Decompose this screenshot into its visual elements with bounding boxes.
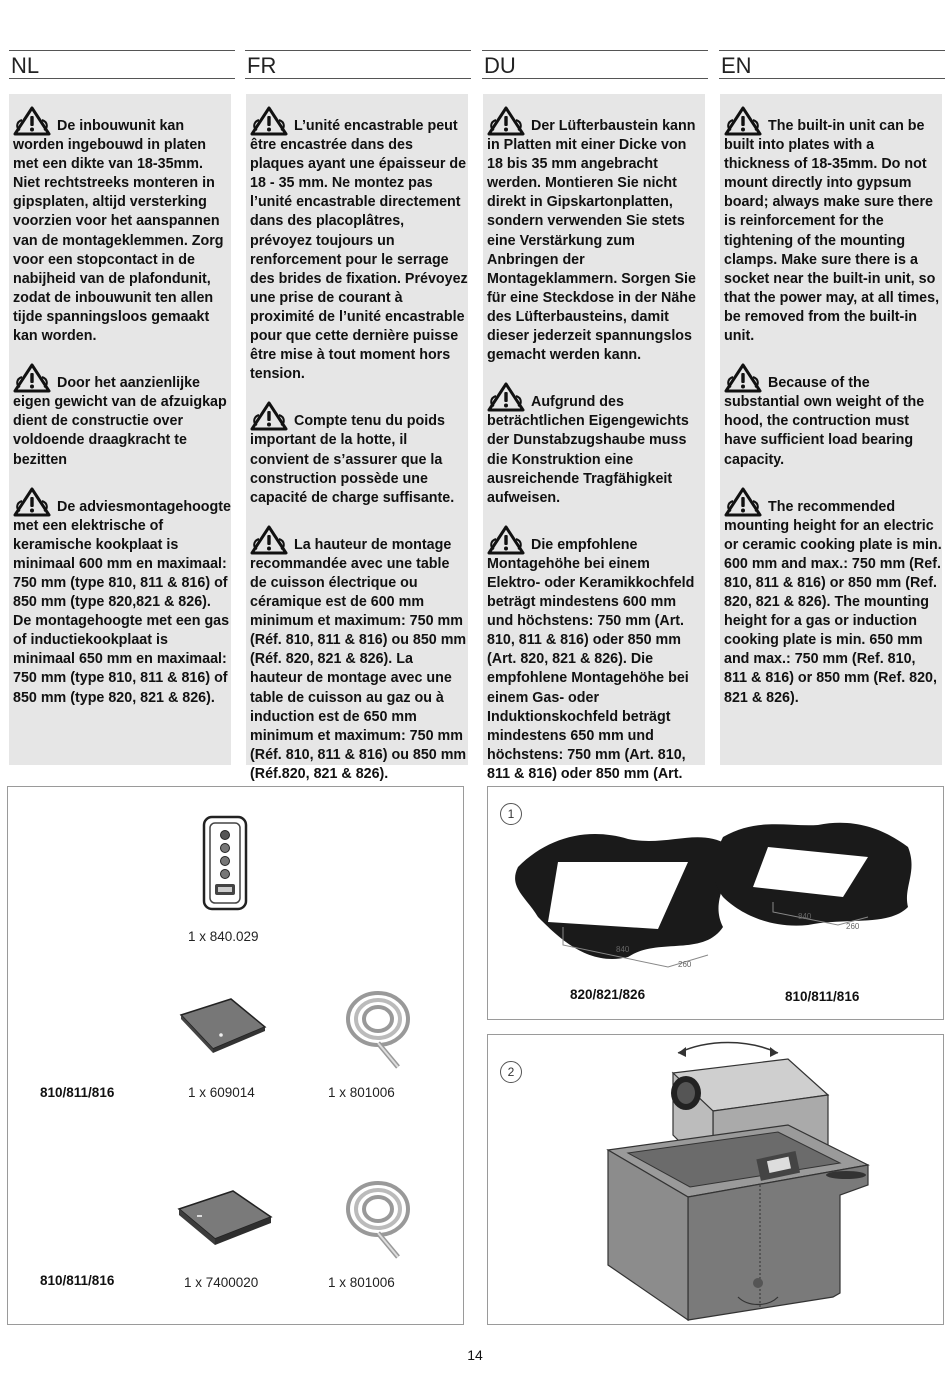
warning-icon xyxy=(487,382,525,412)
dim-label-b: 260 xyxy=(678,960,692,969)
warning-paragraph: Die empfohlene Montagehöhe bei einem Elektro- oder Keramikkochfeld beträgt mindestens 600 mm und höchstens: 750 mm (Art. 810, 811 & 816) oder 850 mm (Art. 820, 821 & 826). Die empfohlene Montagehöhe bei einem Gas- oder Induktionskochfeld beträgt mindestens 650 mm und höchstens: 750 mm (Art. 810, 811 & 816) oder 850 mm (Art. xyxy=(487,525,705,803)
warning-icon xyxy=(724,106,762,136)
warning-paragraph: De inbouwunit kan worden ingebouwd in platen met een dikte van 18-35mm. Niet rechtstreeks monteren in gipsplaten, altijd versterking voorzien voor het aanspannen van de montageklemmen. Zorg voor een stopcontact in de nabijheid van de plafondunit, zodat de inbouwunit ten allen tijde spanningsloos gemaakt kan worden. xyxy=(13,106,231,346)
warning-paragraph: Der Lüfterbaustein kann in Platten mit einer Dicke von 18 bis 35 mm angebracht werden. Montieren Sie nicht direkt in Gipskartonplatten, sondern verwenden Sie stets eine Verstärkung zum Anbringen der Montageklammern. Sorgen Sie für eine Steckdose in der Nähe des Lüfterbausteins, damit dieser jederzeit spannungslos gemacht werden kann. xyxy=(487,106,705,365)
dim-label-c: 840 xyxy=(798,912,812,921)
installation-diagram-image xyxy=(578,1035,938,1323)
warning-icon xyxy=(13,487,51,517)
row2-seal-label: 1 x 801006 xyxy=(328,1275,395,1290)
warning-paragraph: Because of the substantial own weight of the hood, the contruction must have sufficient load bearing capacity. xyxy=(724,363,942,469)
remote-label: 1 x 840.029 xyxy=(188,929,259,944)
row2-model-label: 810/811/816 xyxy=(40,1273,115,1288)
row1-seal-label: 1 x 801006 xyxy=(328,1085,395,1100)
warning-paragraph: Door het aanzienlijke eigen gewicht van de afzuigkap dient de constructie over voldoende draagkracht te bezitten xyxy=(13,363,231,469)
warning-icon xyxy=(487,106,525,136)
lang-heading: EN xyxy=(719,50,945,79)
remote-control-image xyxy=(202,815,248,911)
page-number: 14 xyxy=(467,1347,483,1363)
warning-box-du xyxy=(483,94,705,782)
warning-icon xyxy=(250,401,288,431)
lang-heading: NL xyxy=(9,50,235,79)
step1-panel xyxy=(487,786,944,1020)
cutout-diagram-image xyxy=(508,817,928,987)
carbon-filter-image xyxy=(171,1187,281,1249)
warning-paragraph: The recommended mounting height for an electric or ceramic cooking plate is min. 600 mm and max.: 750 mm (Ref. 810, 811 & 816) or 850 mm (Ref. 820, 821 & 826). The mounting height for a gas or induction cooking plate is min. 650 mm and max.: 750 mm (Ref. 810, 811 & 816) or 850 mm (Ref. 820, 821 & 826). xyxy=(724,487,942,708)
row2-filter-label: 1 x 7400020 xyxy=(184,1275,259,1290)
step-number: 1 xyxy=(500,803,522,825)
step-number: 2 xyxy=(500,1061,522,1083)
warning-paragraph: The built-in unit can be built into plates with a thickness of 18-35mm. Do not mount directly into gypsum board; always make sure there is reinforcement for the tightening of the mounting clamps. Make sure there is a socket near the built-in unit, so that the power may, at all times, be removed from the built-in unit. xyxy=(724,106,942,346)
step2-panel xyxy=(487,1034,944,1325)
warning-paragraph: La hauteur de montage recommandée avec une table de cuisson électrique ou céramique est de 600 mm minimum et maximum: 750 mm (Réf. 810, 811 & 816) ou 850 mm (Réf. 820, 821 & 826). La hauteur de montage avec une table de cuisson au gaz ou à induction est de 650 mm minimum et maximum: 750 mm (Réf. 810, 811 & 816) ou 850 mm (Réf.820, 821 & 826). xyxy=(250,525,468,784)
lang-heading: DU xyxy=(482,50,708,79)
dim-label-d: 260 xyxy=(846,922,860,931)
warning-paragraph: Compte tenu du poids important de la hotte, il convient de s’assurer que la construction possède une capacité de charge suffisante. xyxy=(250,401,468,507)
warning-icon xyxy=(13,106,51,136)
warning-icon xyxy=(250,106,288,136)
lang-heading: FR xyxy=(245,50,471,79)
warning-icon xyxy=(250,525,288,555)
warning-box-nl xyxy=(9,94,231,765)
dim-label-a: 840 xyxy=(616,945,630,954)
row1-filter-label: 1 x 609014 xyxy=(188,1085,255,1100)
column-du xyxy=(482,50,708,79)
parts-panel xyxy=(7,786,464,1325)
warning-icon xyxy=(13,363,51,393)
step1-right-label: 810/811/816 xyxy=(785,989,860,1004)
row1-model-label: 810/811/816 xyxy=(40,1085,115,1100)
seal-coil-image xyxy=(338,983,418,1073)
warning-icon xyxy=(724,487,762,517)
step1-left-label: 820/821/826 xyxy=(570,987,646,1002)
column-fr xyxy=(245,50,471,79)
warning-box-fr xyxy=(246,94,468,782)
warning-paragraph: L’unité encastrable peut être encastrée dans des plaques ayant une épaisseur de 18 - 35 mm. Ne montez pas l’unité encastrable directement dans des placoplâtres, prévoyez toujours un renforcement pour le serrage des brides de fixation. Prévoyez une prise de courant à proximité de l’unité encastrable pour que cette dernière puisse être mise à tout moment hors tension. xyxy=(250,106,468,384)
grease-filter-image xyxy=(173,997,273,1057)
seal-coil-image-2 xyxy=(338,1173,418,1263)
warning-icon xyxy=(724,363,762,393)
warning-box-en xyxy=(720,94,942,765)
column-nl xyxy=(9,50,235,79)
warning-icon xyxy=(487,525,525,555)
warning-paragraph: De adviesmontagehoogte met een elektrische of keramische kookplaat is minimaal 600 mm en maximaal: 750 mm (type 810, 811 & 816) of 850 mm (type 820,821 & 826). De montagehoogte met een gas of inductiekookplaat is minimaal 650 mm en maximaal: 750 mm (type 810, 811 & 816) of 850 mm (type 820, 821 & 826). xyxy=(13,487,231,708)
warning-paragraph: Aufgrund des beträchtlichen Eigengewichts der Dunstabzugshaube muss die Konstruktion eine ausreichende Tragfähigkeit aufweisen. xyxy=(487,382,705,508)
column-en xyxy=(719,50,945,79)
